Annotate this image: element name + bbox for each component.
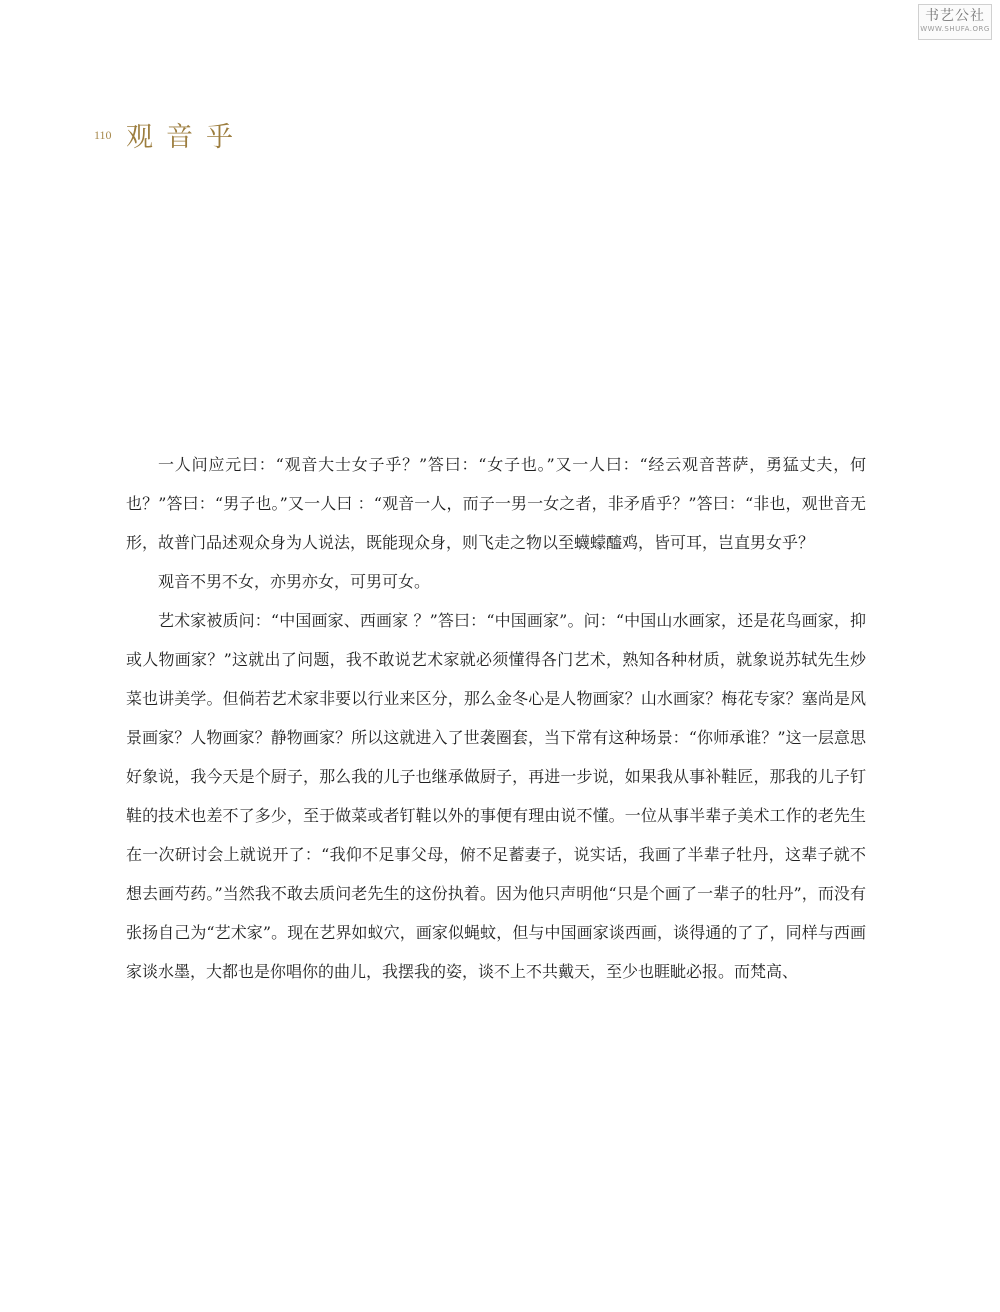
chapter-title: 观音乎: [126, 122, 246, 153]
body-text: [126, 445, 866, 991]
paragraph-2: 观音不男不女，亦男亦女，可男可女。: [158, 572, 431, 591]
site-watermark: [918, 4, 992, 40]
paragraph-3: 艺术家被质问：“中国画家、西画家 ？”答曰：“中国画家”。问：“中国山水画家，还是花鸟画家，抑或人物画家？”这就出了问题，我不敢说艺术家就必须懂得各门艺术，熟知各种材质，就象说苏轼先生炒菜也讲美学。但倘若艺术家非要以行业来区分，那么金冬心是人物画家？山水画家？梅花专家？塞尚是风景画家？人物画家？静物画家？所以这就进入了世袭圈套，当下常有这种场景：“你师承谁？”这一层意思好象说，我今天是个厨子，那么我的儿子也继承做厨子，再进一步说，如果我从事补鞋匠，那我的儿子钉鞋的技术也差不了多少，至于做菜或者钉鞋以外的事便有理由说不懂。一位从事半辈子美术工作的老先生在一次研讨会上就说开了：“我仰不足事父母，俯不足蓄妻子，说实话，我画了半辈子牡丹，这辈子就不想去画芍药。”当然我不敢去质问老先生的这份执着。因为他只声明他“只是个画了一辈子的牡丹”，而没有张扬自己为“艺术家”。现在艺界如蚁穴，画家似蝇蚊，但与中国画家谈西画，谈得通的了了，同样与西画家谈水墨，大都也是你唱你的曲儿，我摆我的姿，谈不上不共戴天，至少也睚眦必报。而梵高、: [126, 611, 866, 981]
page-number: 110: [94, 128, 112, 142]
watermark-logo-text: 书艺公社: [925, 8, 985, 24]
watermark-url: WWW.SHUFA.ORG: [920, 25, 990, 33]
paragraph-1: 一人问应元曰：“观音大士女子乎？”答曰：“女子也。”又一人曰：“经云观音菩萨，勇猛丈夫，何也？”答曰：“男子也。”又一人曰 ：“观音一人，而子一男一女之者，非矛盾乎？”答曰：“非也，观世音无形，故普门品述观众身为人说法，既能现众身，则飞走之物以至蠛蠓醯鸡，皆可耳，岂直男女乎？: [126, 455, 866, 552]
